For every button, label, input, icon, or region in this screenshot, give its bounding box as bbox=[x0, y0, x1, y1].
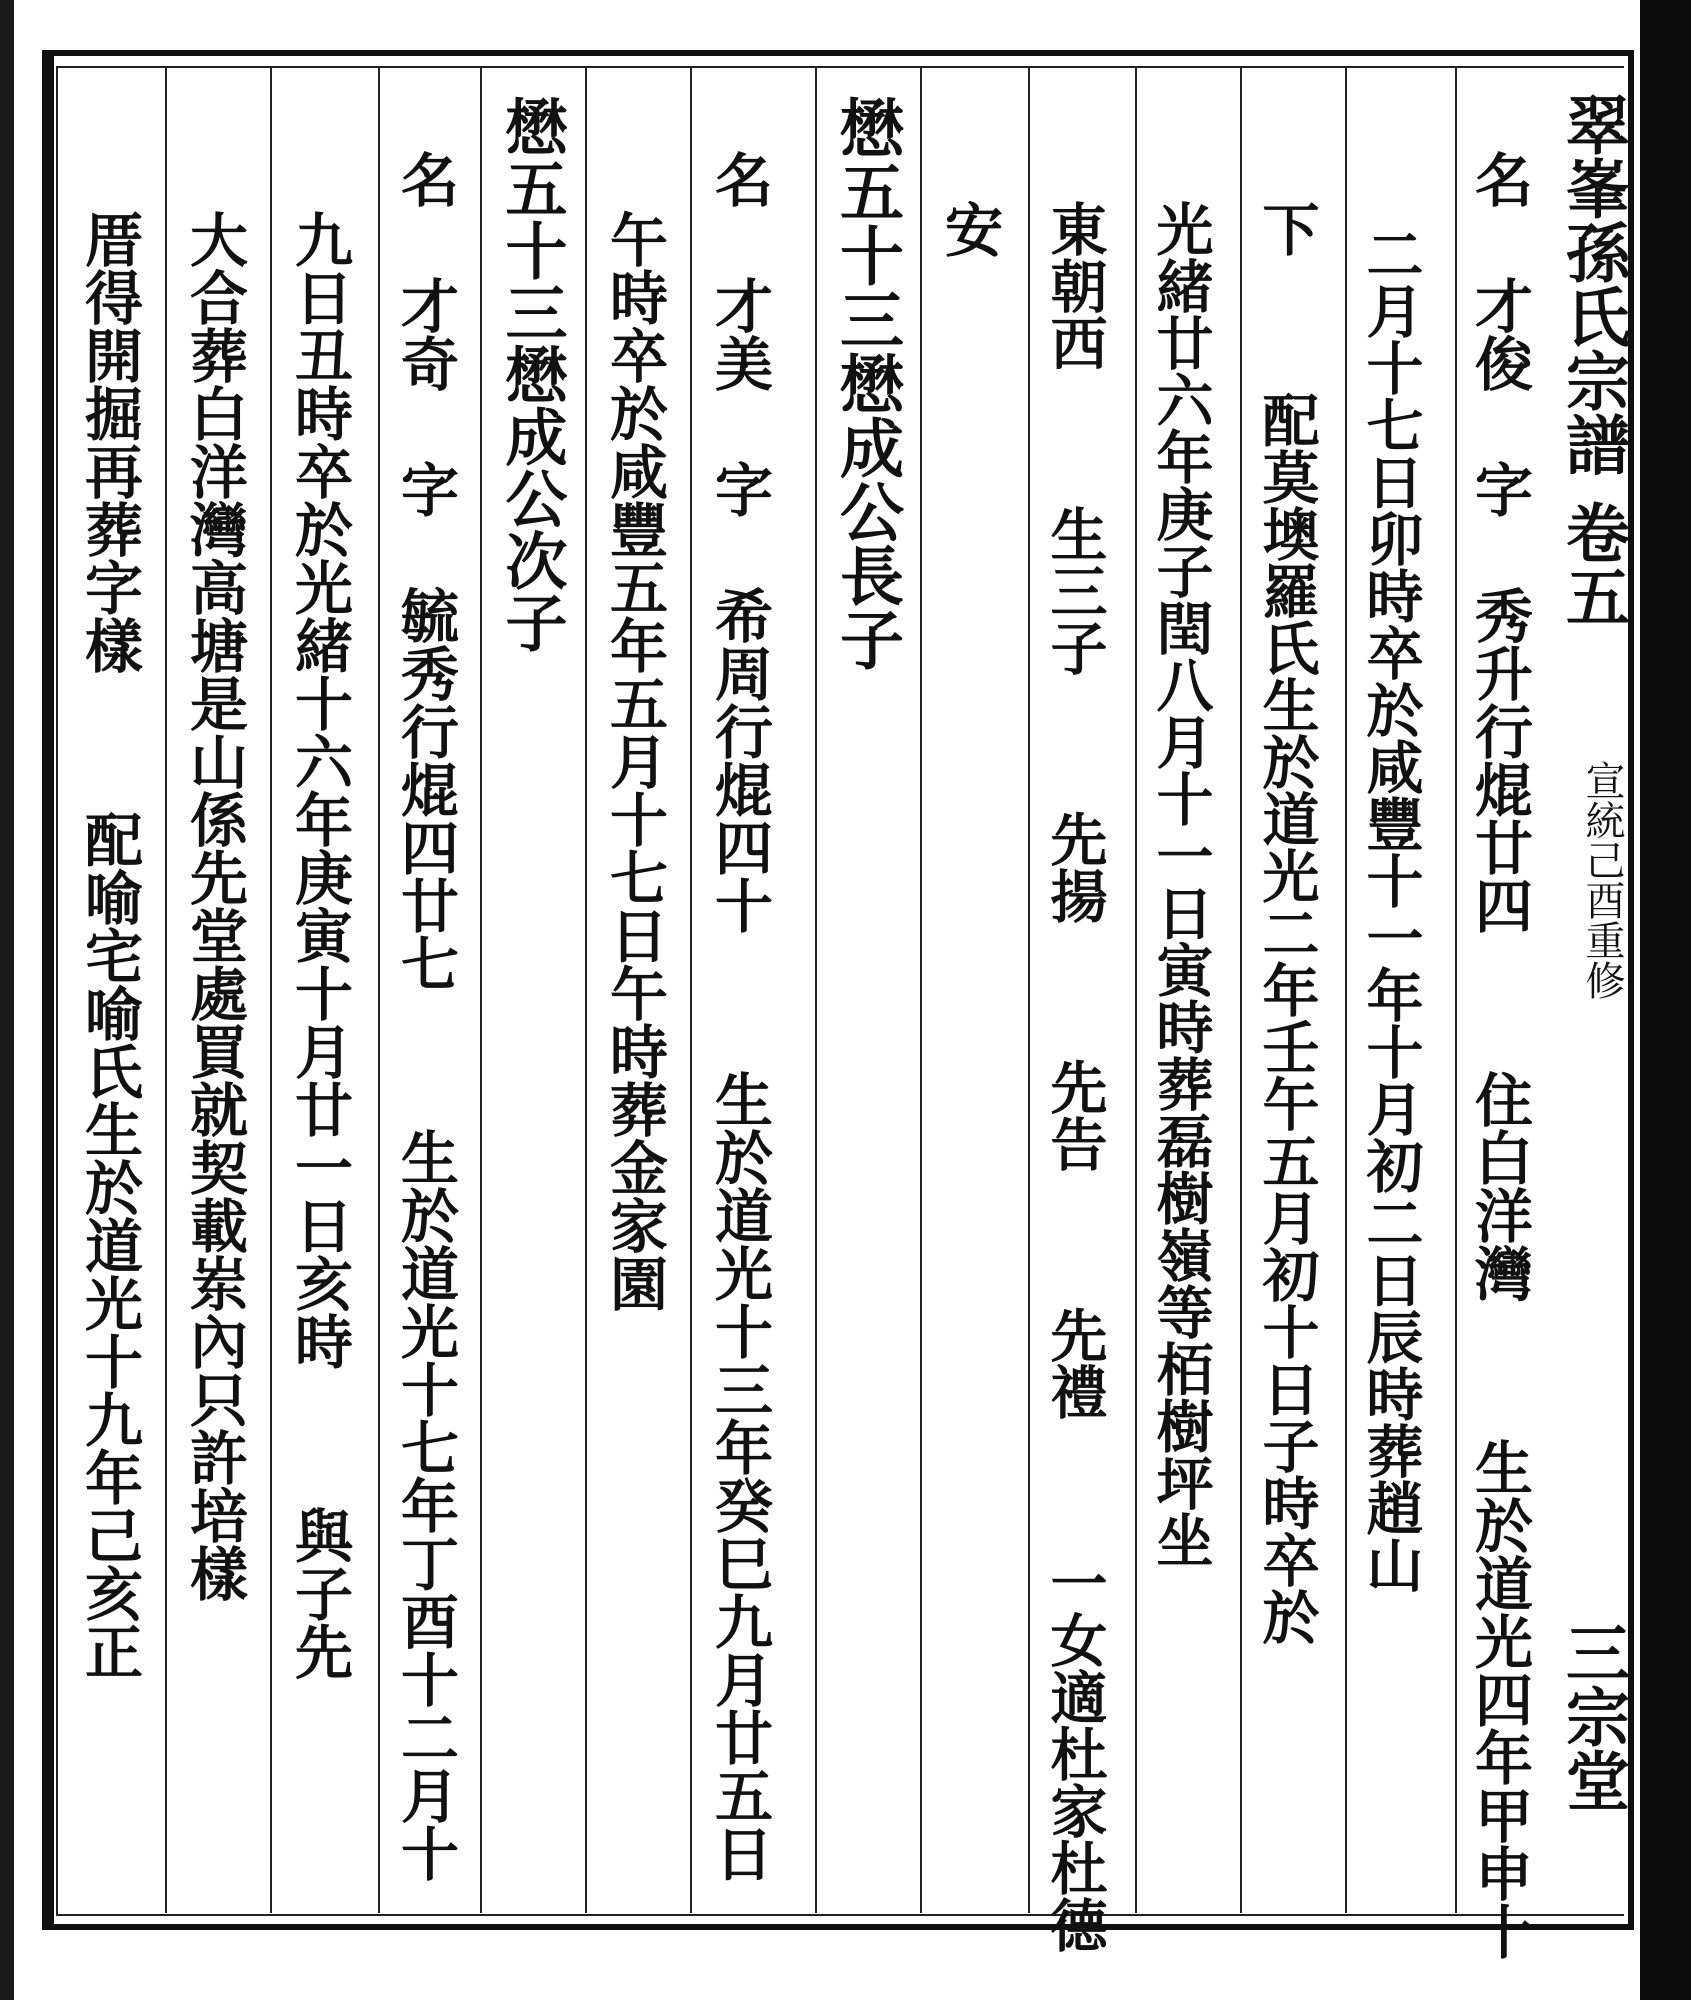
text-column: 名 才美 字 希周行焜四十 生於道光十三年癸巳九月廿五日 bbox=[705, 150, 773, 1882]
column-rule bbox=[1345, 68, 1347, 1913]
page-edge-right bbox=[1640, 0, 1691, 2000]
text-column: 二月十七日卯時卒於咸豐十一年十月初二日辰時葬趙山 bbox=[1357, 225, 1424, 1593]
text-column: 午時卒於咸豐五年五月十七日午時葬金家園 bbox=[600, 210, 668, 1312]
text-column: 名 才俊 字 秀升行焜廿四 住白洋灣 生於道光四年甲申十 bbox=[1465, 150, 1533, 1960]
text-column: 九日丑時卒於光緒十六年庚寅十月廿一日亥時 與子先 bbox=[285, 210, 353, 1680]
column-rule bbox=[165, 68, 167, 1913]
column-rule bbox=[815, 68, 817, 1913]
text-column: 大合葬白洋灣高塘是山係先堂處買就契載岽內只許培樣 bbox=[180, 210, 248, 1602]
volume-label: 卷五 bbox=[1555, 500, 1630, 628]
column-rule bbox=[1240, 68, 1242, 1913]
column-rule bbox=[1028, 68, 1030, 1913]
page-edge-left bbox=[0, 0, 14, 2000]
column-rule bbox=[1455, 68, 1457, 1913]
text-column: 懋五十三懋成公次子 bbox=[495, 95, 568, 653]
column-rule bbox=[270, 68, 272, 1913]
text-column: 東朝西 生三子 先揚 先告 先禮 一女適杜家杜德 bbox=[1041, 200, 1108, 1953]
column-rule bbox=[920, 68, 922, 1913]
column-rule bbox=[378, 68, 380, 1913]
text-column: 懋五十三懋成公長子 bbox=[829, 95, 904, 671]
column-rule bbox=[480, 68, 482, 1913]
hall-name: 三宗堂 bbox=[1555, 1620, 1630, 1812]
edition-note: 宣統己酉重修 bbox=[1579, 760, 1625, 1000]
genealogy-title: 翠峯孫氏宗譜 bbox=[1555, 92, 1630, 476]
text-column: 名 才奇 字 毓秀行焜四廿七 生於道光十七年丁酉十二月十 bbox=[391, 150, 459, 1882]
text-column: 安 bbox=[935, 200, 1003, 258]
text-column: 下 配莫墺羅氏生於道光二年壬午五月初十日子時卒於 bbox=[1253, 200, 1320, 1645]
text-column: 光緒廿六年庚子閏八月十一日寅時葬磊樹嶺等栢樹坪坐 bbox=[1147, 200, 1214, 1568]
column-rule bbox=[690, 68, 692, 1913]
column-rule bbox=[585, 68, 587, 1913]
text-column: 厝得開掘再葬字樣 配喻宅喻氏生於道光十九年己亥正 bbox=[75, 210, 143, 1680]
column-rule bbox=[1135, 68, 1137, 1913]
